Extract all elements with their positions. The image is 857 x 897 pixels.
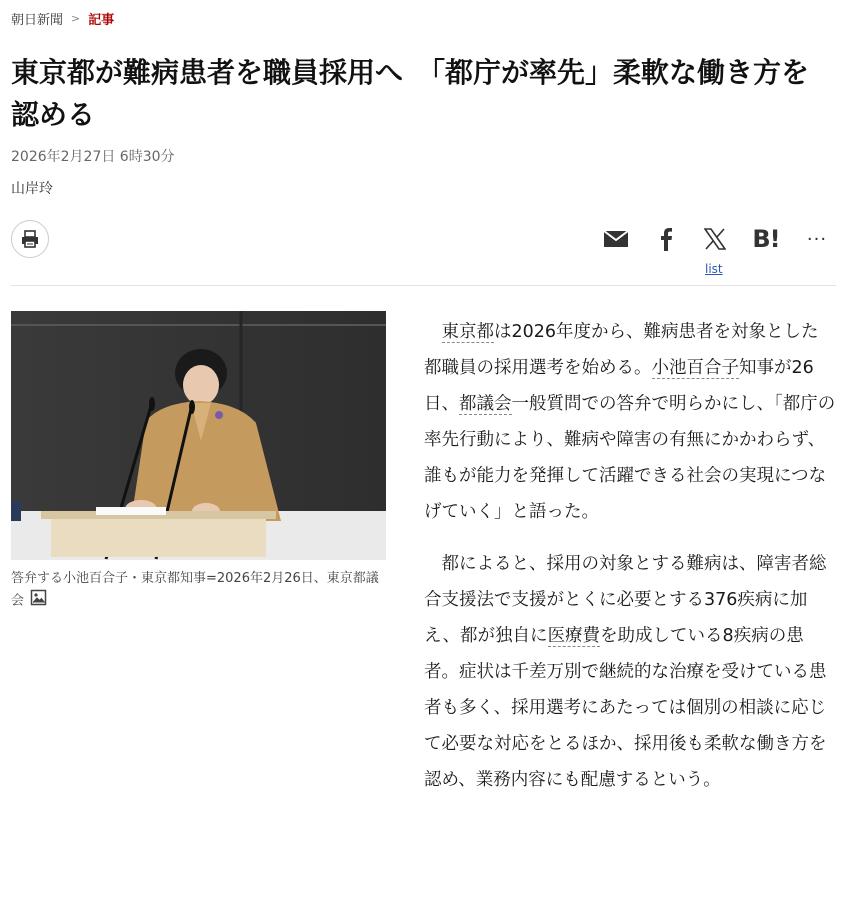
- share-x-button[interactable]: [700, 224, 730, 254]
- header-divider: [11, 285, 836, 286]
- x-icon: [704, 228, 726, 250]
- mail-icon: [603, 229, 629, 249]
- breadcrumb-current-link[interactable]: 記事: [88, 13, 115, 28]
- article-paragraph: [424, 314, 836, 530]
- keyword-link[interactable]: 小池百合子: [651, 358, 739, 378]
- keyword-link[interactable]: 東京都: [441, 322, 494, 342]
- print-button[interactable]: [11, 220, 49, 258]
- image-icon[interactable]: [30, 589, 47, 613]
- article-body: [424, 314, 836, 814]
- facebook-icon: [659, 227, 673, 251]
- breadcrumb-home-link[interactable]: 朝日新聞: [11, 13, 64, 28]
- article-date: 2026年2月27日 6時30分: [11, 149, 175, 165]
- photo-caption-text: 答弁する小池百合子・東京都知事=2026年2月26日、東京都議会: [11, 571, 379, 609]
- share-more-button[interactable]: [802, 224, 832, 254]
- breadcrumb-separator: >: [71, 12, 81, 25]
- share-list-link[interactable]: list: [705, 262, 723, 276]
- paragraph-text: を助成している8疾病の患者。症状は千差万別で継続的な治療を受けている患者も多く、採用選考にあたっては個別の相談に応じて必要な対応をとるほか、採用後も柔軟な働き方を認め、業務内容にも配慮するという。: [424, 626, 827, 790]
- photo-caption: [11, 568, 381, 613]
- hatena-bookmark-icon: B!: [752, 225, 780, 253]
- share-mail-button[interactable]: [601, 224, 631, 254]
- paragraph-text: 知事が26日、: [424, 358, 814, 414]
- paragraph-text: は2026年度から、難病患者を対象とした都職員の採用選考を始める。: [424, 322, 819, 378]
- more-icon: ···: [806, 228, 828, 250]
- keyword-link[interactable]: 医療費: [547, 626, 601, 646]
- keyword-link[interactable]: 都議会: [459, 394, 512, 414]
- paragraph-text: 都によると、採用の対象とする難病は、障害者総合支援法で支援がとくに必要とする376疾病に加え、都が独自に: [424, 554, 827, 646]
- breadcrumb: [11, 9, 114, 28]
- printer-icon: [20, 229, 40, 249]
- share-facebook-button[interactable]: [651, 224, 681, 254]
- article-photo[interactable]: [11, 311, 386, 560]
- share-hatena-bookmark-button[interactable]: [749, 224, 783, 254]
- paragraph-text: 一般質問での答弁で明らかにし、「都庁の率先行動により、難病や障害の有無にかかわらず、誰もが能力を発揮して活躍できる社会の実現につなげていく」と語った。: [424, 394, 836, 522]
- article-author[interactable]: 山岸玲: [11, 181, 53, 197]
- article-title: 東京都が難病患者を職員採用へ 「都庁が率先」柔軟な働き方を認める: [11, 56, 810, 131]
- article-paragraph: [424, 546, 836, 798]
